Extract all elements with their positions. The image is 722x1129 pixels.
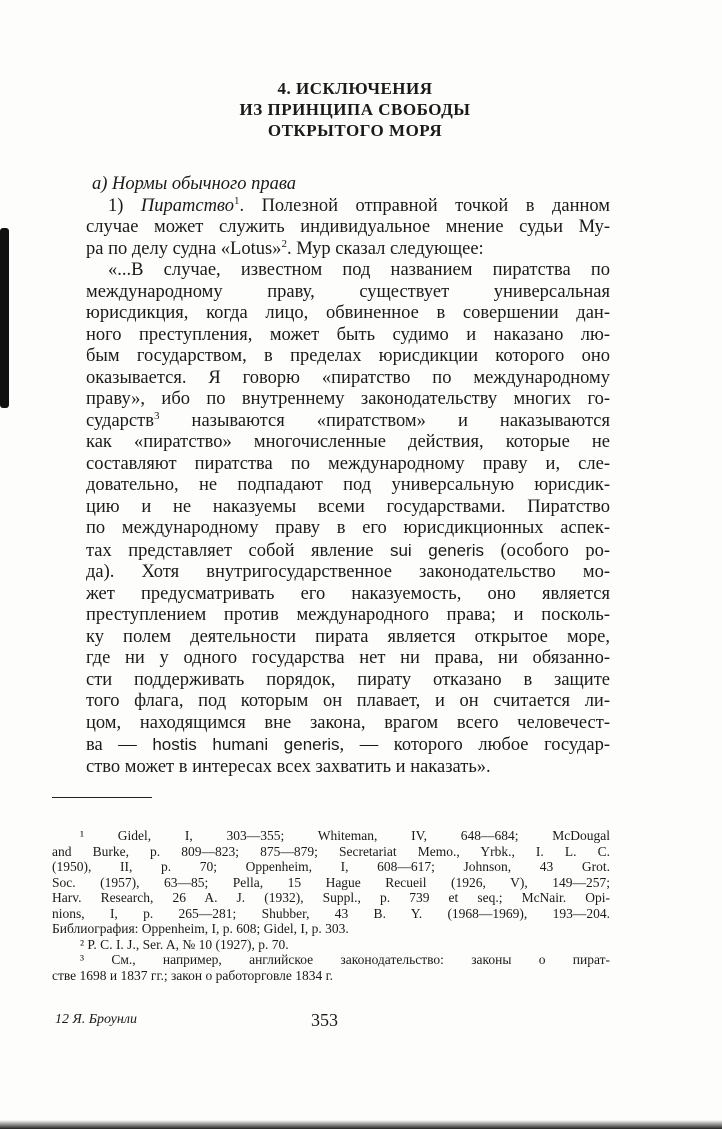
footnote-line: ² P. C. I. J., Ser. A, № 10 (1927), p. 70. — [80, 936, 289, 952]
printer-signature: 12 Я. Броунли — [55, 1012, 137, 1027]
footnote-line: Harv. Research, 26 A. J. (1932), Suppl., p. 739 et seq.; McNair. Opi- — [52, 890, 610, 905]
heading-line: 4. ИСКЛЮЧЕНИЯ — [277, 79, 433, 98]
quote-line: где ни у одного государства нет ни права, ни обязанно- — [86, 648, 610, 668]
page-footer — [55, 1010, 615, 1034]
quote-line: сти поддерживать порядок, пирату отказано в защите — [86, 669, 610, 690]
term-piracy: Пиратство — [140, 195, 234, 216]
quote-line: цию и не наказуемы всеми государствами. Пиратство — [86, 496, 610, 517]
quote-line: бым государством, в пределах юрисдикции которого оно — [86, 346, 610, 366]
quote-line: юрисдикция, когда лицо, обвиненное в совершении дан- — [86, 303, 610, 323]
footnote-line: nions, I, p. 265—281; Shubber, 43 B. Y. (1968—1969), 193—204. — [52, 905, 610, 921]
quote-line: преступлением против международного права; и посколь- — [86, 605, 610, 625]
quote-line — [86, 734, 610, 757]
item-number: 1) — [108, 195, 141, 216]
footnote-ref: 2 — [281, 237, 287, 250]
footnote-ref: 3 — [153, 409, 160, 422]
chapter-heading — [190, 78, 520, 141]
line-text: , — которого любое государ- — [339, 735, 610, 755]
quote-line: ку полем деятельности пирата является открытое море, — [86, 626, 610, 647]
heading-line: ИЗ ПРИНЦИПА СВОБОДЫ — [239, 100, 471, 119]
footnotes — [52, 828, 610, 983]
line-text: сударств — [86, 410, 154, 431]
line-text: . Полезной отправной точкой в данном — [239, 195, 610, 216]
quote-line: того флага, под которым он плавает, и он считается ли- — [86, 691, 610, 711]
quote-line: да). Хотя внутригосударственное законодательство мо- — [86, 562, 610, 582]
main-text — [86, 174, 610, 778]
paragraph-line — [86, 239, 610, 261]
line-text: (особого ро- — [484, 540, 610, 561]
footnote-line: and Burke, p. 809—823; 875—879; Secretariat Memo., Yrbk., I. L. C. — [52, 843, 610, 859]
quote-line: международному праву, существует универсальная — [86, 281, 610, 302]
quote-line: праву», ибо по внутреннему законодательству многих го- — [86, 389, 610, 409]
section-subheading: а) Нормы обычного права — [92, 174, 297, 194]
quote-line: довательно, не подпадают под универсальную юрисдик- — [86, 475, 610, 495]
footnote-line: (1950), II, p. 70; Oppenheim, I, 608—617; Johnson, 43 Grot. — [52, 859, 610, 874]
heading-line: ОТКРЫТОГО МОРЯ — [267, 121, 443, 140]
page-edge-shadow-left — [0, 228, 9, 408]
line-text: ра по делу судна «Lotus» — [86, 238, 282, 259]
line-text: тах представляет собой явление — [86, 540, 390, 561]
footnote-line: Soc. (1957), 63—85; Pella, 15 Hague Recueil (1926, V), 149—257; — [52, 874, 610, 890]
footnote-line: стве 1698 и 1837 гг.; закон о работорговле 1834 г. — [52, 967, 334, 983]
quote-line: ного преступления, может быть судимо и наказано лю- — [86, 324, 610, 345]
quote-line: оказывается. Я говорю «пиратство по международному — [86, 367, 610, 388]
footnote-line: Библиография: Oppenheim, I, p. 608; Gidel, I, p. 303. — [52, 921, 349, 936]
latin-phrase: sui generis — [389, 540, 484, 560]
line-text: . Мур сказал следующее: — [286, 238, 484, 259]
paragraph-line: случае может служить индивидуальное мнение судьи Му- — [86, 217, 610, 237]
footnote-line: ¹ Gidel, I, 303—355; Whiteman, IV, 648—684; McDougal — [80, 828, 610, 843]
page-number: 353 — [311, 1010, 338, 1030]
page-edge-shadow-bottom — [0, 1120, 722, 1129]
quote-line: как «пиратство» многочисленные действия, которые не — [86, 432, 610, 452]
line-text: называются «пиратством» и наказываются — [159, 410, 610, 431]
quote-line: жет предусматривать его наказуемость, оно является — [86, 583, 610, 604]
quote-line — [86, 411, 610, 433]
footnote-ref: 1 — [233, 194, 240, 207]
quote-line: «...В случае, известном под названием пиратства по — [108, 260, 610, 280]
footnote-separator — [52, 797, 152, 798]
footnote-line: ³ См., например, английское законодательство: законы о пират- — [80, 952, 610, 967]
quote-line: по международному праву в его юрисдикционных аспек- — [86, 518, 610, 538]
quote-line: цом, находящимся вне закона, врагом всего человечест- — [86, 712, 610, 733]
line-text: ва — — [86, 735, 153, 755]
quote-line: ство может в интересах всех захватить и наказать». — [86, 756, 491, 777]
latin-phrase: hostis humani generis — [152, 735, 340, 754]
quote-line: составляют пиратства по международному праву и, сле- — [86, 453, 610, 474]
paragraph-line — [86, 196, 610, 218]
quote-line — [86, 540, 610, 563]
